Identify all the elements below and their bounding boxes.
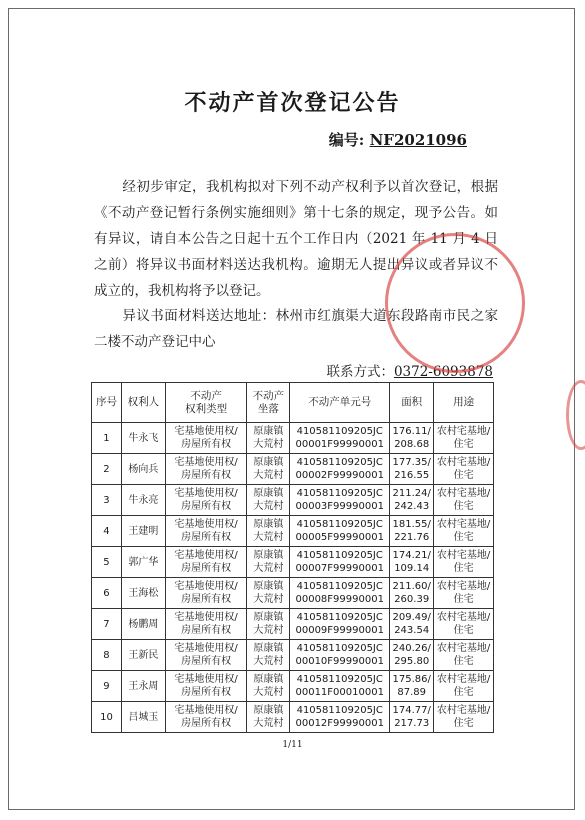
table-cell-usage: 农村宅基地/ 住宅 bbox=[434, 423, 494, 454]
official-seal-stamp bbox=[385, 233, 525, 373]
table-cell-right-type: 宅基地使用权/ 房屋所有权 bbox=[165, 454, 247, 485]
table-cell-right-type: 宅基地使用权/ 房屋所有权 bbox=[165, 640, 247, 671]
table-cell-index: 10 bbox=[92, 702, 122, 733]
table-cell-owner: 王海松 bbox=[121, 578, 165, 609]
table-cell-right-type: 宅基地使用权/ 房屋所有权 bbox=[165, 609, 247, 640]
table-cell-index: 1 bbox=[92, 423, 122, 454]
table-cell-location: 原康镇 大荒村 bbox=[247, 516, 290, 547]
table-cell-right-type: 宅基地使用权/ 房屋所有权 bbox=[165, 702, 247, 733]
table-header-row bbox=[92, 383, 494, 423]
table-cell-right-type: 宅基地使用权/ 房屋所有权 bbox=[165, 671, 247, 702]
table-cell-usage: 农村宅基地/ 住宅 bbox=[434, 454, 494, 485]
table-header-right-type: 不动产 权利类型 bbox=[165, 383, 247, 423]
table-cell-location: 原康镇 大荒村 bbox=[247, 485, 290, 516]
table-cell-index: 3 bbox=[92, 485, 122, 516]
document-number-value: NF2021096 bbox=[369, 131, 467, 149]
table-cell-unit-number: 410581109205JC 00011F00010001 bbox=[290, 671, 390, 702]
contact-phone: 0372-6093878 bbox=[393, 364, 493, 380]
table-cell-location: 原康镇 大荒村 bbox=[247, 702, 290, 733]
table-cell-owner: 牛永飞 bbox=[121, 423, 165, 454]
table-cell-usage: 农村宅基地/ 住宅 bbox=[434, 671, 494, 702]
table-cell-usage: 农村宅基地/ 住宅 bbox=[434, 485, 494, 516]
table-cell-area: 176.11/ 208.68 bbox=[390, 423, 434, 454]
table-cell-owner: 杨鹏周 bbox=[121, 609, 165, 640]
table-cell-owner: 杨向兵 bbox=[121, 454, 165, 485]
table-cell-location: 原康镇 大荒村 bbox=[247, 671, 290, 702]
table-cell-right-type: 宅基地使用权/ 房屋所有权 bbox=[165, 547, 247, 578]
table-row bbox=[92, 609, 494, 640]
table-cell-location: 原康镇 大荒村 bbox=[247, 547, 290, 578]
paragraph-1-text: 经初步审定，我机构拟对下列不动产权利予以首次登记，根据《不动产登记暂行条例实施细则》第十七条的规定，现予公告。如有异议，请自本公告之日起十五个工作日内（2021 年 11 月 4 日之前）将异议书面材料送达我机构。逾期无人提出异议或者异议不成立的，我机构将予以登记。 bbox=[94, 179, 498, 299]
table-cell-unit-number: 410581109205JC 00008F99990001 bbox=[290, 578, 390, 609]
table-cell-right-type: 宅基地使用权/ 房屋所有权 bbox=[165, 423, 247, 454]
table-cell-usage: 农村宅基地/ 住宅 bbox=[434, 547, 494, 578]
table-cell-area: 209.49/ 243.54 bbox=[390, 609, 434, 640]
table-row bbox=[92, 485, 494, 516]
table-cell-unit-number: 410581109205JC 00010F99990001 bbox=[290, 640, 390, 671]
table-cell-area: 177.35/ 216.55 bbox=[390, 454, 434, 485]
table-cell-area: 211.60/ 260.39 bbox=[390, 578, 434, 609]
table-cell-location: 原康镇 大荒村 bbox=[247, 578, 290, 609]
table-cell-owner: 王建明 bbox=[121, 516, 165, 547]
table-row bbox=[92, 671, 494, 702]
table-cell-unit-number: 410581109205JC 00001F99990001 bbox=[290, 423, 390, 454]
table-cell-right-type: 宅基地使用权/ 房屋所有权 bbox=[165, 485, 247, 516]
table-cell-area: 175.86/ 87.89 bbox=[390, 671, 434, 702]
table-cell-usage: 农村宅基地/ 住宅 bbox=[434, 640, 494, 671]
table-cell-location: 原康镇 大荒村 bbox=[247, 423, 290, 454]
table-cell-index: 4 bbox=[92, 516, 122, 547]
table-header-location: 不动产 坐落 bbox=[247, 383, 290, 423]
table-cell-right-type: 宅基地使用权/ 房屋所有权 bbox=[165, 578, 247, 609]
table-cell-index: 9 bbox=[92, 671, 122, 702]
table-cell-unit-number: 410581109205JC 00002F99990001 bbox=[290, 454, 390, 485]
table-row bbox=[92, 702, 494, 733]
table-cell-area: 181.55/ 221.76 bbox=[390, 516, 434, 547]
table-cell-unit-number: 410581109205JC 00012F99990001 bbox=[290, 702, 390, 733]
table-row bbox=[92, 640, 494, 671]
table-cell-index: 2 bbox=[92, 454, 122, 485]
table-cell-right-type: 宅基地使用权/ 房屋所有权 bbox=[165, 516, 247, 547]
table-cell-usage: 农村宅基地/ 住宅 bbox=[434, 702, 494, 733]
table-header-usage: 用途 bbox=[434, 383, 494, 423]
table-cell-unit-number: 410581109205JC 00007F99990001 bbox=[290, 547, 390, 578]
table-row bbox=[92, 578, 494, 609]
table-header-index: 序号 bbox=[92, 383, 122, 423]
table-cell-owner: 牛永亮 bbox=[121, 485, 165, 516]
table-cell-owner: 王永周 bbox=[121, 671, 165, 702]
table-body bbox=[92, 423, 494, 733]
table-cell-unit-number: 410581109205JC 00005F99990001 bbox=[290, 516, 390, 547]
table-cell-unit-number: 410581109205JC 00009F99990001 bbox=[290, 609, 390, 640]
table-cell-location: 原康镇 大荒村 bbox=[247, 640, 290, 671]
table-cell-area: 174.21/ 109.14 bbox=[390, 547, 434, 578]
table-cell-usage: 农村宅基地/ 住宅 bbox=[434, 578, 494, 609]
table-cell-area: 240.26/ 295.80 bbox=[390, 640, 434, 671]
table-row bbox=[92, 516, 494, 547]
table-cell-unit-number: 410581109205JC 00003F99990001 bbox=[290, 485, 390, 516]
table-cell-index: 5 bbox=[92, 547, 122, 578]
table-header-owner: 权利人 bbox=[121, 383, 165, 423]
document-title: 不动产首次登记公告 bbox=[184, 91, 401, 116]
page-number: 1/11 bbox=[282, 740, 303, 750]
contact-label: 联系方式： bbox=[326, 364, 394, 380]
table-cell-location: 原康镇 大荒村 bbox=[247, 454, 290, 485]
table-row bbox=[92, 547, 494, 578]
document-number-label: 编号: bbox=[328, 131, 365, 149]
registration-table bbox=[91, 382, 494, 733]
table-cell-owner: 吕城玉 bbox=[121, 702, 165, 733]
table-cell-area: 174.77/ 217.73 bbox=[390, 702, 434, 733]
table-row bbox=[92, 454, 494, 485]
table-row bbox=[92, 423, 494, 454]
table-cell-location: 原康镇 大荒村 bbox=[247, 609, 290, 640]
table-cell-owner: 王新民 bbox=[121, 640, 165, 671]
table-cell-index: 7 bbox=[92, 609, 122, 640]
table-cell-area: 211.24/ 242.43 bbox=[390, 485, 434, 516]
table-cell-index: 8 bbox=[92, 640, 122, 671]
table-cell-index: 6 bbox=[92, 578, 122, 609]
table-cell-owner: 郭广华 bbox=[121, 547, 165, 578]
paragraph-2-text: 异议书面材料送达地址：林州市红旗渠大道东段路南市民之家二楼不动产登记中心 bbox=[94, 308, 498, 350]
table-header-unit-number: 不动产单元号 bbox=[290, 383, 390, 423]
document-number bbox=[329, 129, 467, 150]
table-cell-usage: 农村宅基地/ 住宅 bbox=[434, 516, 494, 547]
table-cell-usage: 农村宅基地/ 住宅 bbox=[434, 609, 494, 640]
table-header-area: 面积 bbox=[390, 383, 434, 423]
